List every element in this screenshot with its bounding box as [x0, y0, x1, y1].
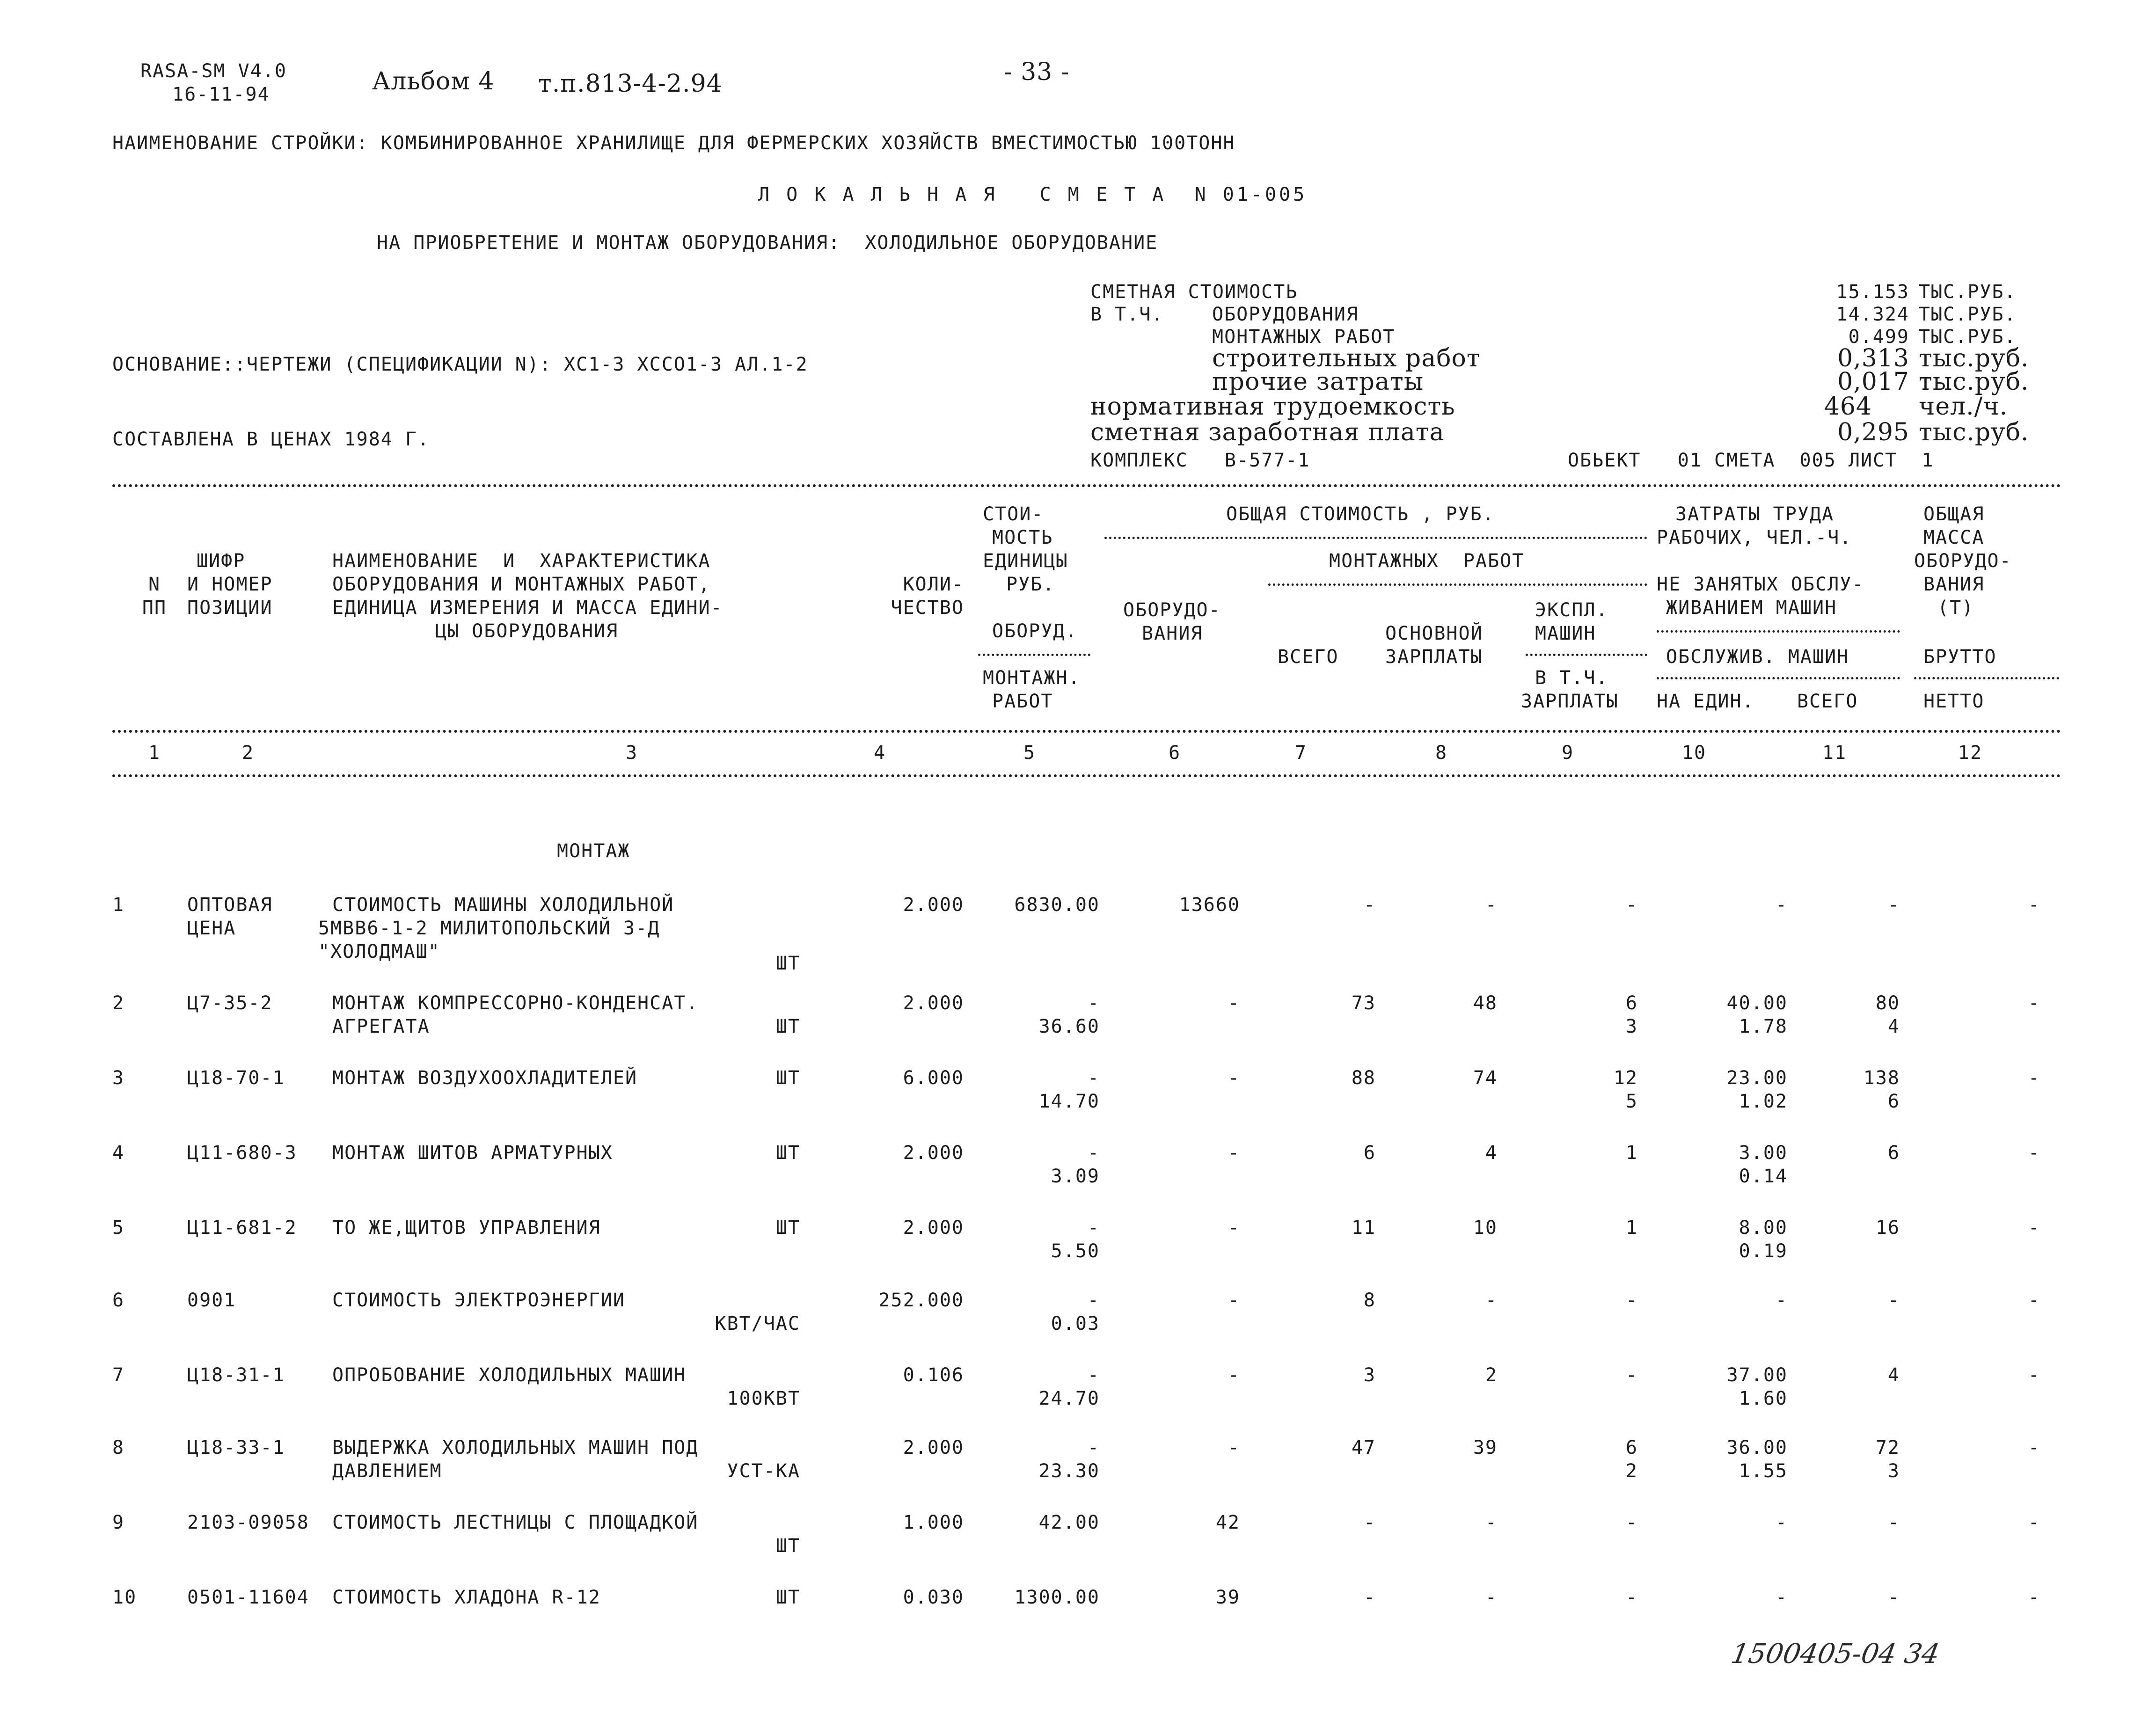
summary-construction-unit: тыс.руб. [1919, 344, 2029, 372]
col-n-header-2: ПП [142, 597, 167, 619]
row-name: СТОИМОСТЬ МАШИНЫ ХОЛОДИЛЬНОЙ [332, 894, 674, 916]
row-unit: ШТ [775, 1067, 800, 1089]
row-machine: 6 [1625, 992, 1638, 1014]
row-qty: 2.000 [903, 1142, 964, 1164]
row-mass: - [2028, 1067, 2040, 1089]
col-number: 9 [1561, 742, 1574, 764]
summary-wage-label: сметная заработная плата [1090, 418, 1445, 446]
col-name-header-4: ЦЫ ОБОРУДОВАНИЯ [435, 620, 619, 642]
row-mass: - [2028, 1512, 2040, 1533]
col-price-header-2: МОСТЬ [992, 527, 1053, 548]
row-qty: 2.000 [903, 1217, 964, 1239]
row-code: ЦЕНА [187, 918, 236, 939]
row-wage: - [1485, 1512, 1498, 1533]
col-number: 11 [1822, 742, 1847, 764]
album-label: Альбом 4 [372, 67, 495, 95]
col-wage-header-2: ЗАРПЛАТЫ [1385, 646, 1483, 668]
row-wage: 48 [1473, 992, 1498, 1014]
row-machine-wage: 3 [1625, 1016, 1638, 1037]
col-price-header-1: СТОИ- [983, 503, 1044, 525]
col-number: 10 [1681, 742, 1707, 764]
row-price-mount: 23.30 [1038, 1460, 1100, 1482]
col-mass-header-3: ОБОРУДО- [1914, 550, 2012, 572]
col-code-header-2: И НОМЕР [187, 574, 273, 595]
row-mass: - [2028, 1217, 2040, 1239]
row-labor-unit: - [1775, 1512, 1788, 1533]
row-price-equip: - [1087, 1067, 1100, 1089]
summary-equipment-label: ОБОРУДОВАНИЯ [1212, 304, 1359, 325]
row-mount-total: 11 [1351, 1217, 1376, 1239]
row-qty: 0.030 [903, 1587, 964, 1608]
col-price-header-7: РАБОТ [992, 691, 1053, 712]
col-number: 8 [1435, 742, 1448, 764]
col-number: 3 [625, 742, 638, 764]
group-labor-header-1: ЗАТРАТЫ ТРУДА [1675, 503, 1834, 525]
row-equip-cost: - [1228, 1290, 1240, 1311]
row-price-equip: - [1087, 1142, 1100, 1164]
col-name-header-2: ОБОРУДОВАНИЯ И МОНТАЖНЫХ РАБОТ, [332, 574, 711, 595]
row-price-equip: 1300.00 [1014, 1587, 1100, 1608]
row-labor-total: - [1887, 894, 1900, 916]
row-labor-unit-mach: 0.19 [1739, 1240, 1788, 1262]
row-name: ОПРОБОВАНИЕ ХОЛОДИЛЬНЫХ МАШИН [332, 1364, 687, 1386]
row-code: Ц18-33-1 [187, 1437, 285, 1458]
row-name: ВЫДЕРЖКА ХОЛОДИЛЬНЫХ МАШИН ПОД [332, 1437, 699, 1458]
row-qty: 2.000 [903, 894, 964, 916]
row-labor-unit-mach: 1.02 [1739, 1091, 1788, 1112]
row-mount-total: 6 [1363, 1142, 1376, 1164]
row-labor-unit: 3.00 [1739, 1142, 1788, 1164]
row-wage: 10 [1473, 1217, 1498, 1239]
row-mass: - [2028, 1364, 2040, 1386]
row-qty: 0.106 [903, 1364, 964, 1386]
program-version: RASA-SM V4.0 [140, 60, 287, 82]
row-price-mount: 0.03 [1051, 1313, 1100, 1334]
row-number: 7 [112, 1364, 125, 1386]
labor-sub-header-3: ОБСЛУЖИВ. МАШИН [1666, 646, 1849, 668]
row-labor-unit: 36.00 [1726, 1437, 1788, 1458]
row-labor-total: 80 [1875, 992, 1900, 1014]
row-price-equip: 42.00 [1038, 1512, 1100, 1533]
row-price-equip: 6830.00 [1014, 894, 1100, 916]
row-qty: 252.000 [878, 1290, 964, 1311]
col-machine-header-4: ЗАРПЛАТЫ [1521, 691, 1619, 712]
col-price-header-4: РУБ. [1006, 574, 1055, 595]
estimate-title: Л О К А Л Ь Н А Я С М Е Т А N 01-005 [758, 184, 1308, 205]
row-machine: - [1625, 1587, 1638, 1608]
row-labor-unit: 8.00 [1739, 1217, 1788, 1239]
col-number: 4 [873, 742, 886, 764]
col-code-header-1: ШИФР [197, 550, 246, 572]
col-number: 1 [148, 742, 161, 764]
row-code: 0501-11604 [187, 1587, 309, 1608]
row-qty: 2.000 [903, 992, 964, 1014]
row-wage: - [1485, 1587, 1498, 1608]
col-machine-header-2: МАШИН [1535, 623, 1596, 644]
row-labor-unit: 23.00 [1726, 1067, 1788, 1089]
summary-equipment-value: 14.324 [1836, 304, 1909, 325]
prices-year: СОСТАВЛЕНА В ЦЕНАХ 1984 Г. [112, 429, 430, 450]
row-number: 8 [112, 1437, 125, 1458]
row-number: 5 [112, 1217, 125, 1239]
col-price-header-3: ЕДИНИЦЫ [983, 550, 1068, 572]
row-number: 10 [112, 1587, 137, 1608]
row-mount-total: 73 [1351, 992, 1376, 1014]
row-wage: - [1485, 1290, 1498, 1311]
row-equip-cost: - [1228, 992, 1240, 1014]
summary-mounting-value: 0.499 [1848, 326, 1909, 348]
row-name: МОНТАЖ КОМПРЕССОРНО-КОНДЕНСАТ. [332, 992, 699, 1014]
row-code: ОПТОВАЯ [187, 894, 273, 916]
col-qty-header-1: КОЛИ- [903, 574, 964, 595]
col-price-header-6: МОНТАЖН. [983, 667, 1081, 689]
col-code-header-3: ПОЗИЦИИ [187, 597, 273, 619]
row-labor-total-mach: 4 [1887, 1016, 1900, 1037]
row-price-equip: - [1087, 1437, 1100, 1458]
row-price-equip: - [1087, 992, 1100, 1014]
row-price-mount: 5.50 [1051, 1240, 1100, 1262]
row-price-mount: 3.09 [1051, 1166, 1100, 1187]
row-labor-total-mach: 6 [1887, 1091, 1900, 1112]
row-price-equip: - [1087, 1217, 1100, 1239]
summary-equipment-unit: ТЫС.РУБ. [1919, 304, 2017, 325]
row-labor-unit-mach: 1.78 [1739, 1016, 1788, 1037]
row-mount-total: 47 [1351, 1437, 1376, 1458]
row-code: Ц7-35-2 [187, 992, 273, 1014]
summary-cost-label: СМЕТНАЯ СТОИМОСТЬ [1090, 281, 1298, 303]
row-code: Ц11-680-3 [187, 1142, 297, 1164]
row-unit: 100КВТ [727, 1388, 800, 1409]
row-machine-wage: 2 [1625, 1460, 1638, 1482]
row-wage: 4 [1485, 1142, 1498, 1164]
row-equip-cost: - [1228, 1067, 1240, 1089]
row-labor-unit: 40.00 [1726, 992, 1788, 1014]
row-labor-unit: - [1775, 894, 1788, 916]
row-name: СТОИМОСТЬ ЭЛЕКТРОЭНЕРГИИ [332, 1290, 625, 1311]
col-number: 7 [1294, 742, 1308, 764]
summary-complex: КОМПЛЕКС В-577-1 [1090, 450, 1310, 471]
col-machine-header-1: ЭКСПЛ. [1535, 599, 1608, 621]
section-title: МОНТАЖ [557, 840, 630, 862]
header-bottom-rule [112, 774, 2061, 777]
col-price-header-5: ОБОРУД. [992, 620, 1078, 642]
row-unit: КВТ/ЧАС [715, 1313, 800, 1334]
row-price-equip: - [1087, 1364, 1100, 1386]
row-name: ДАВЛЕНИЕМ [332, 1460, 442, 1482]
estimate-subtitle: НА ПРИОБРЕТЕНИЕ И МОНТАЖ ОБОРУДОВАНИЯ: ХОЛОДИЛЬНОЕ ОБОРУДОВАНИЕ [377, 232, 1158, 254]
row-mount-total: - [1363, 894, 1376, 916]
row-mount-total: - [1363, 1587, 1376, 1608]
row-qty: 6.000 [903, 1067, 964, 1089]
col-labor-total-header: ВСЕГО [1797, 691, 1858, 712]
summary-object-sheet: ОБЬЕКТ 01 СМЕТА 005 ЛИСТ 1 [1568, 450, 1934, 471]
col-n-header: N [148, 574, 161, 595]
row-unit: ШТ [775, 1217, 800, 1239]
row-wage: 2 [1485, 1364, 1498, 1386]
row-mass: - [2028, 894, 2040, 916]
row-mass: - [2028, 1587, 2040, 1608]
row-labor-total: 4 [1887, 1364, 1900, 1386]
col-qty-header-2: ЧЕСТВО [891, 597, 964, 619]
group-total-cost-header: ОБЩАЯ СТОИМОСТЬ , РУБ. [1226, 503, 1495, 525]
col-number: 2 [241, 742, 255, 764]
summary-other-label: прочие затраты [1212, 368, 1424, 396]
row-labor-unit: - [1775, 1587, 1788, 1608]
row-wage: 74 [1473, 1067, 1498, 1089]
row-labor-unit: 37.00 [1726, 1364, 1788, 1386]
row-labor-total-mach: 3 [1887, 1460, 1900, 1482]
row-unit: ШТ [775, 1142, 800, 1164]
construction-title: НАИМЕНОВАНИЕ СТРОЙКИ: КОМБИНИРОВАННОЕ ХРАНИЛИЩЕ ДЛЯ ФЕРМЕРСКИХ ХОЗЯЙСТВ ВМЕСТИМОСТЬЮ 100ТОНН [112, 132, 1235, 154]
summary-total-value: 15.153 [1836, 281, 1909, 303]
row-number: 4 [112, 1142, 125, 1164]
summary-other-value: 0,017 [1837, 368, 1909, 396]
summary-construction-value: 0,313 [1837, 344, 1909, 372]
row-number: 9 [112, 1512, 125, 1533]
row-code: Ц18-31-1 [187, 1364, 285, 1386]
row-price-equip: - [1087, 1290, 1100, 1311]
row-unit: ШТ [775, 953, 800, 974]
row-mass: - [2028, 1290, 2040, 1311]
row-name: 5МВВ6-1-2 МИЛИТОПОЛЬСКИЙ З-Д [318, 918, 660, 939]
row-mass: - [2028, 1437, 2040, 1458]
row-machine: 12 [1613, 1067, 1638, 1089]
col-mass-header-2: МАССА [1923, 527, 1985, 548]
row-number: 2 [112, 992, 125, 1014]
row-price-mount: 36.60 [1038, 1016, 1100, 1037]
row-code: Ц11-681-2 [187, 1217, 297, 1239]
row-unit: ШТ [775, 1535, 800, 1557]
summary-wage-unit: тыс.руб. [1919, 418, 2029, 446]
row-qty: 2.000 [903, 1437, 964, 1458]
col-machine-header-3: В Т.Ч. [1535, 667, 1608, 689]
row-price-mount: 14.70 [1038, 1091, 1100, 1112]
header-top-rule [112, 484, 2061, 487]
row-machine: - [1625, 1512, 1638, 1533]
col-labor-unit-header: НА ЕДИН. [1657, 691, 1754, 712]
row-wage: - [1485, 894, 1498, 916]
summary-labor-value: 464 [1824, 393, 1872, 421]
labor-sub-header-1: НЕ ЗАНЯТЫХ ОБСЛУ- [1657, 574, 1864, 595]
row-unit: УСТ-КА [727, 1460, 800, 1482]
row-code: Ц18-70-1 [187, 1067, 285, 1089]
page-number: - 33 - [1004, 58, 1070, 86]
row-name: МОНТАЖ ШИТОВ АРМАТУРНЫХ [332, 1142, 613, 1164]
row-machine: 1 [1625, 1217, 1638, 1239]
row-machine: - [1625, 1364, 1638, 1386]
row-labor-total: 16 [1875, 1217, 1900, 1239]
summary-wage-value: 0,295 [1837, 418, 1909, 446]
row-labor-total: 138 [1863, 1067, 1900, 1089]
col-name-header-1: НАИМЕНОВАНИЕ И ХАРАКТЕРИСТИКА [332, 550, 711, 572]
row-labor-unit-mach: 1.60 [1739, 1388, 1788, 1409]
col-total-header: ВСЕГО [1278, 646, 1339, 668]
row-equip-cost: 13660 [1179, 894, 1240, 916]
row-number: 3 [112, 1067, 125, 1089]
row-machine: - [1625, 894, 1638, 916]
col-mass-header-5: (Т) [1937, 597, 1974, 619]
row-name: МОНТАЖ ВОЗДУХООХЛАДИТЕЛЕЙ [332, 1067, 638, 1089]
summary-total-unit: ТЫС.РУБ. [1919, 281, 2017, 303]
row-mount-total: 8 [1363, 1290, 1376, 1311]
row-mount-total: - [1363, 1512, 1376, 1533]
row-name: "ХОЛОДМАШ" [318, 941, 440, 962]
col-mass-header-7: НЕТТО [1923, 691, 1985, 712]
group-mounting-header: МОНТАЖНЫХ РАБОТ [1329, 550, 1525, 572]
col-number: 5 [1023, 742, 1036, 764]
row-name: ТО ЖЕ,ЩИТОВ УПРАВЛЕНИЯ [332, 1217, 601, 1239]
row-labor-total: 6 [1887, 1142, 1900, 1164]
summary-construction-label: строительных работ [1212, 344, 1481, 372]
row-unit: ШТ [775, 1016, 800, 1037]
col-name-header-3: ЕДИНИЦА ИЗМЕРЕНИЯ И МАССА ЕДИНИ- [332, 597, 723, 619]
row-machine-wage: 5 [1625, 1091, 1638, 1112]
col-wage-header-1: ОСНОВНОЙ [1385, 623, 1483, 644]
row-number: 6 [112, 1290, 125, 1311]
inventory-number: 1500405-04 34 [1729, 1638, 1942, 1669]
col-mass-header-4: ВАНИЯ [1923, 574, 1985, 595]
col-number: 6 [1168, 742, 1181, 764]
row-equip-cost: - [1228, 1437, 1240, 1458]
row-code: 2103-09058 [187, 1512, 309, 1533]
row-equip-cost: - [1228, 1217, 1240, 1239]
row-equip-cost: - [1228, 1142, 1240, 1164]
basis-line: ОСНОВАНИЕ::ЧЕРТЕЖИ (СПЕЦИФИКАЦИИ N): ХС1-3 ХССО1-3 АЛ.1-2 [112, 354, 808, 375]
row-mount-total: 88 [1351, 1067, 1376, 1089]
summary-incl-label: В Т.Ч. [1090, 304, 1164, 325]
col-mass-header-1: ОБЩАЯ [1923, 503, 1985, 525]
row-labor-total: 72 [1875, 1437, 1900, 1458]
summary-other-unit: тыс.руб. [1919, 368, 2029, 396]
row-mass: - [2028, 1142, 2040, 1164]
row-labor-unit: - [1775, 1290, 1788, 1311]
row-qty: 1.000 [903, 1512, 964, 1533]
summary-labor-label: нормативная трудоемкость [1090, 393, 1455, 421]
row-name: АГРЕГАТА [332, 1016, 430, 1037]
row-equip-cost: - [1228, 1364, 1240, 1386]
row-code: 0901 [187, 1290, 236, 1311]
row-labor-unit-mach: 0.14 [1739, 1166, 1788, 1187]
row-name: СТОИМОСТЬ ХЛАДОНА R-12 [332, 1587, 601, 1608]
col-equip-header-2: ВАНИЯ [1142, 623, 1203, 644]
summary-mounting-label: МОНТАЖНЫХ РАБОТ [1212, 326, 1396, 348]
summary-labor-unit: чел./ч. [1919, 393, 2008, 421]
row-price-mount: 24.70 [1038, 1388, 1100, 1409]
row-mass: - [2028, 992, 2040, 1014]
row-equip-cost: 39 [1215, 1587, 1240, 1608]
row-name: СТОИМОСТЬ ЛЕСТНИЦЫ С ПЛОЩАДКОЙ [332, 1512, 699, 1533]
row-machine: 6 [1625, 1437, 1638, 1458]
row-number: 1 [112, 894, 125, 916]
row-wage: 39 [1473, 1437, 1498, 1458]
col-equip-header-1: ОБОРУДО- [1123, 599, 1221, 621]
row-unit: ШТ [775, 1587, 800, 1608]
header-mid-rule [112, 730, 2061, 733]
project-code: т.п.813-4-2.94 [538, 70, 723, 98]
group-labor-header-2: РАБОЧИХ, ЧЕЛ.-Ч. [1657, 527, 1852, 548]
row-labor-total: - [1887, 1587, 1900, 1608]
row-machine: - [1625, 1290, 1638, 1311]
row-labor-total: - [1887, 1290, 1900, 1311]
labor-sub-header-2: ЖИВАНИЕМ МАШИН [1666, 597, 1837, 619]
col-mass-header-6: БРУТТО [1923, 646, 1997, 668]
summary-mounting-unit: ТЫС.РУБ. [1919, 326, 2017, 348]
row-labor-unit-mach: 1.55 [1739, 1460, 1788, 1482]
row-labor-total: - [1887, 1512, 1900, 1533]
row-mount-total: 3 [1363, 1364, 1376, 1386]
row-machine: 1 [1625, 1142, 1638, 1164]
row-equip-cost: 42 [1215, 1512, 1240, 1533]
program-date: 16-11-94 [172, 84, 270, 105]
col-number: 12 [1958, 742, 1983, 764]
